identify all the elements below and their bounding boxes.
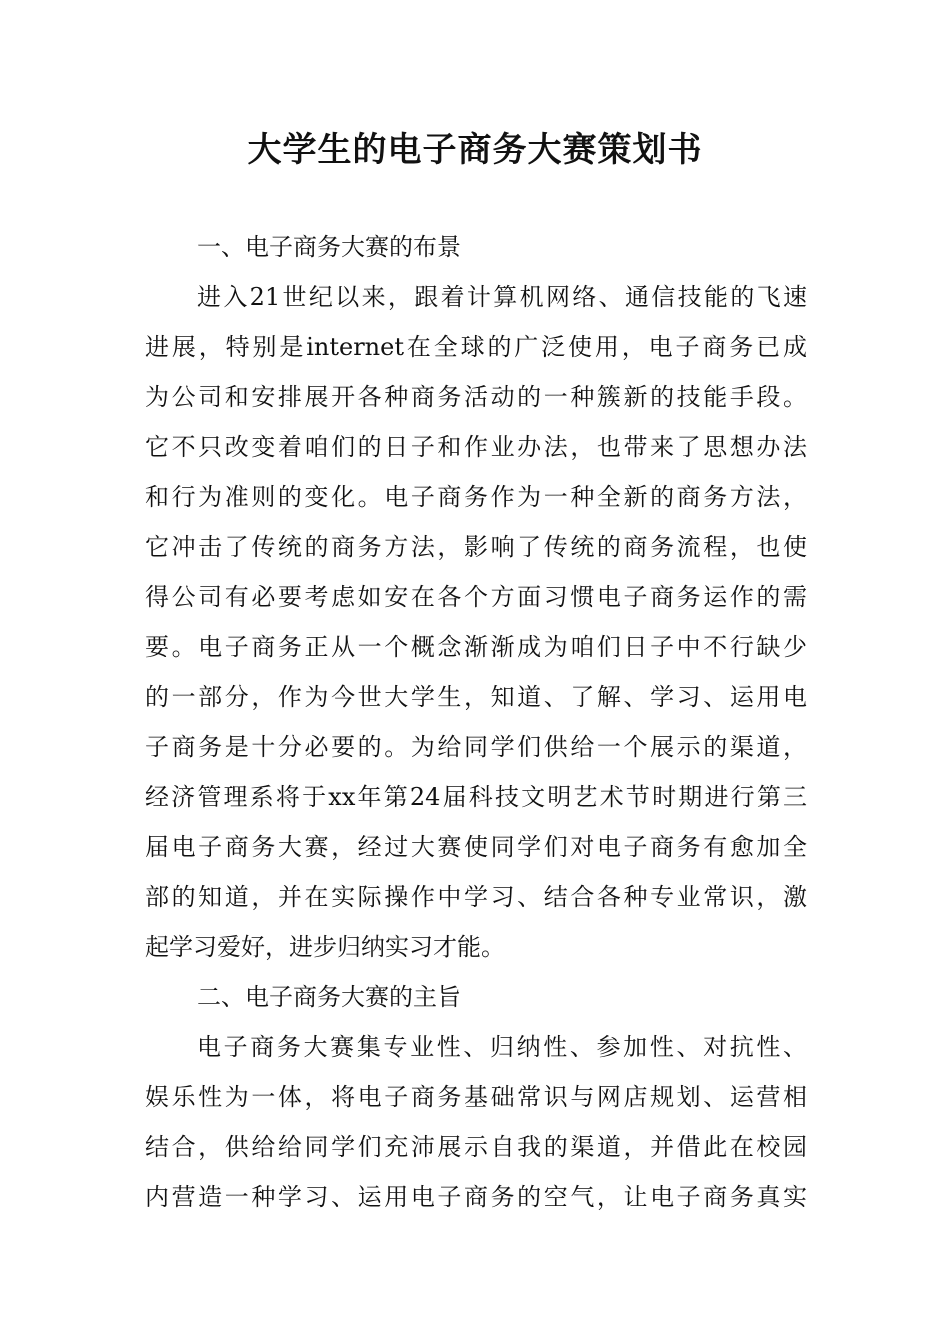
paragraph-line: 届电子商务大赛，经过大赛使同学们对电子商务有愈加全 [145,833,807,861]
paragraph-line: 和行为准则的变化。电子商务作为一种全新的商务方法， [145,483,807,511]
paragraph-line: 结合，供给给同学们充沛展示自我的渠道，并借此在校园 [145,1133,807,1161]
paragraph-line: 进入21世纪以来，跟着计算机网络、通信技能的飞速 [197,283,807,311]
document-title: 大学生的电子商务大赛策划书 [247,130,703,170]
paragraph-line: 电子商务大赛集专业性、归纳性、参加性、对抗性、 [197,1033,807,1061]
paragraph-line: 要。电子商务正从一个概念渐渐成为咱们日子中不行缺少 [145,633,807,661]
section-heading-purpose: 二、电子商务大赛的主旨 [197,983,461,1011]
paragraph-line: 进展，特别是internet在全球的广泛使用，电子商务已成 [145,333,807,361]
paragraph-line: 得公司有必要考虑如安在各个方面习惯电子商务运作的需 [145,583,807,611]
paragraph-line: 为公司和安排展开各种商务活动的一种簇新的技能手段。 [145,383,807,411]
paragraph-line: 经济管理系将于xx年第24届科技文明艺术节时期进行第三 [145,783,807,811]
paragraph-line: 它冲击了传统的商务方法，影响了传统的商务流程，也使 [145,533,807,561]
paragraph-line: 内营造一种学习、运用电子商务的空气，让电子商务真实 [145,1183,807,1211]
paragraph-line: 子商务是十分必要的。为给同学们供给一个展示的渠道， [145,733,807,761]
paragraph-line: 娱乐性为一体，将电子商务基础常识与网店规划、运营相 [145,1083,807,1111]
paragraph-line: 的一部分，作为今世大学生，知道、了解、学习、运用电 [145,683,807,711]
paragraph-line: 起学习爱好，进步归纳实习才能。 [145,933,505,961]
paragraph-line: 部的知道，并在实际操作中学习、结合各种专业常识，激 [145,883,807,911]
paragraph-line: 它不只改变着咱们的日子和作业办法，也带来了思想办法 [145,433,807,461]
section-heading-background: 一、电子商务大赛的布景 [197,233,461,261]
document-body [145,222,807,1222]
